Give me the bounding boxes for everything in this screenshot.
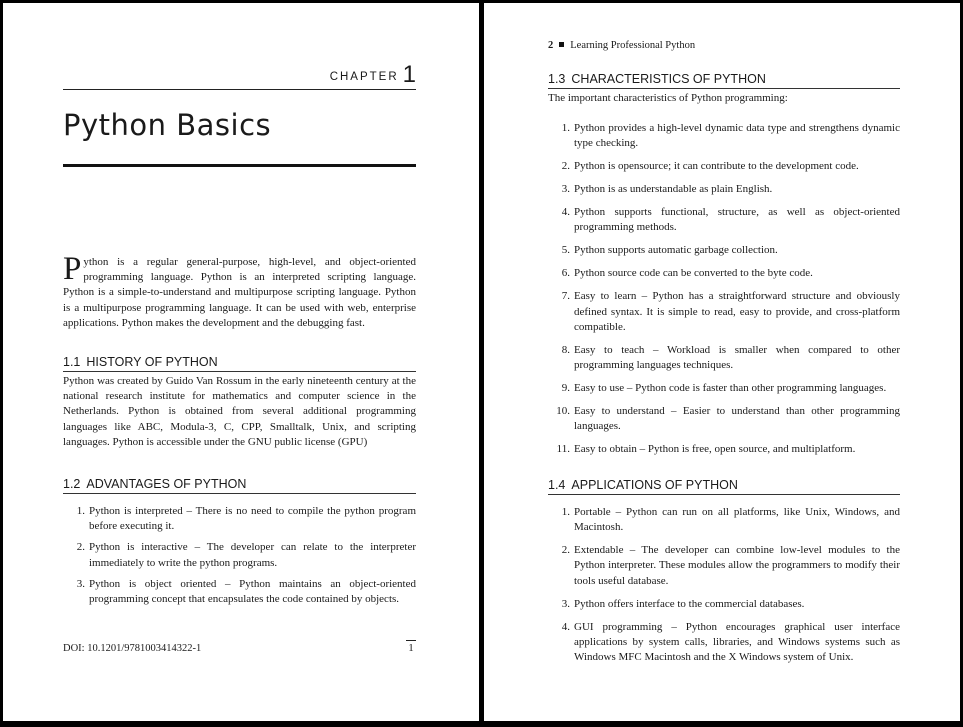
history-paragraph: Python was created by Guido Van Rossum in the early nineteenth century at the national research institute for mathematics and computer science in the Netherlands. Python is obtained from several additional programming languages like ABC, Modula-3, C, CPP, Smalltalk, Unix, and scripting languages. Python is accessible under the GNU public license (GPU) bbox=[63, 375, 416, 448]
section-heading-characteristics bbox=[548, 72, 900, 89]
list-item: 4. Python supports functional, structure, as well as object-oriented programming methods. bbox=[561, 206, 900, 234]
doi-footer: DOI: 10.1201/9781003414322-1 bbox=[63, 643, 202, 654]
list-item: 1. Python is interpreted – There is no need to compile the python program before executing it. bbox=[76, 505, 416, 533]
list-item: 2. Extendable – The developer can combine low-level modules to the Python interpreter. These modules allow the programmers to modify their tools useful database. bbox=[561, 544, 900, 587]
list-item: 2. Python is opensource; it can contribute to the development code. bbox=[561, 160, 859, 173]
section-title: CHARACTERISTICS OF PYTHON bbox=[571, 72, 766, 86]
right-page bbox=[484, 3, 960, 721]
chapter-word: CHAPTER bbox=[329, 71, 399, 83]
section-heading-advantages bbox=[63, 477, 416, 494]
chapter-label bbox=[63, 61, 416, 90]
section-title: HISTORY OF PYTHON bbox=[86, 355, 218, 369]
section-number: 1.1 bbox=[63, 355, 81, 369]
intro-paragraph bbox=[63, 251, 416, 331]
list-item: 1. Portable – Python can run on all platforms, like Unix, Windows, and Macintosh. bbox=[561, 506, 900, 534]
section-heading-history bbox=[63, 355, 416, 372]
list-item: 7. Easy to learn – Python has a straightforward structure and obviously defined syntax. It is simple to read, easy to provide, and cross-platform compatible. bbox=[561, 290, 900, 333]
left-page bbox=[3, 3, 479, 721]
list-item: 11. Easy to obtain – Python is free, open source, and multiplatform. bbox=[556, 443, 856, 456]
section-title: APPLICATIONS OF PYTHON bbox=[571, 478, 738, 492]
list-item: 1. Python provides a high-level dynamic data type and strengthens dynamic type checking. bbox=[561, 122, 900, 150]
list-item: 3. Python is object oriented – Python maintains an object-oriented programming concept that encapsulates the code contained by objects. bbox=[76, 577, 416, 606]
drop-cap: P bbox=[63, 251, 82, 287]
section-title: ADVANTAGES OF PYTHON bbox=[86, 477, 247, 491]
chapter-title: Python Basics bbox=[63, 108, 272, 142]
section-number: 1.3 bbox=[548, 72, 566, 86]
square-bullet-icon bbox=[559, 42, 564, 47]
characteristics-intro: The important characteristics of Python programming: bbox=[548, 92, 788, 104]
applications-list bbox=[548, 505, 900, 665]
characteristics-list bbox=[548, 121, 900, 457]
section-number: 1.4 bbox=[548, 478, 566, 492]
title-rule bbox=[63, 164, 416, 167]
running-header bbox=[548, 40, 695, 51]
section-number: 1.2 bbox=[63, 477, 81, 491]
list-item: 8. Easy to teach – Workload is smaller when compared to other programming languages techniques. bbox=[561, 343, 900, 372]
list-item: 5. Python supports automatic garbage collection. bbox=[561, 244, 778, 257]
advantages-list bbox=[63, 504, 416, 607]
list-item: 9. Easy to use – Python code is faster than other programming languages. bbox=[561, 382, 887, 395]
list-item: 3. Python offers interface to the commercial databases. bbox=[561, 597, 805, 610]
running-page-number: 2 bbox=[548, 40, 554, 51]
section-heading-applications bbox=[548, 478, 900, 495]
chapter-number: 1 bbox=[402, 61, 416, 88]
list-item: 10. Easy to understand – Easier to understand than other programming languages. bbox=[556, 405, 900, 433]
list-item: 2. Python is interactive – The developer can relate to the interpreter immediately to write the python programs. bbox=[76, 541, 416, 569]
list-item: 4. GUI programming – Python encourages graphical user interface applications by system calls, libraries, and Windows systems such as Windows MFC Macintosh and the X Windows system of Unix. bbox=[561, 620, 900, 664]
list-item: 3. Python is as understandable as plain English. bbox=[561, 183, 773, 196]
intro-text: ython is a regular general-purpose, high-level, and object-oriented programming language. Python is an interpreted scripting language. Python is a simple-to-understand and multipurpose scripting language. Python is a multipurpose programming language. It can be used with web, enterprise applications. Python makes the development and the debugging fast. bbox=[63, 256, 416, 329]
list-item: 6. Python source code can be converted to the byte code. bbox=[561, 267, 813, 280]
page-number: 1 bbox=[406, 640, 416, 654]
running-title: Learning Professional Python bbox=[570, 40, 696, 51]
